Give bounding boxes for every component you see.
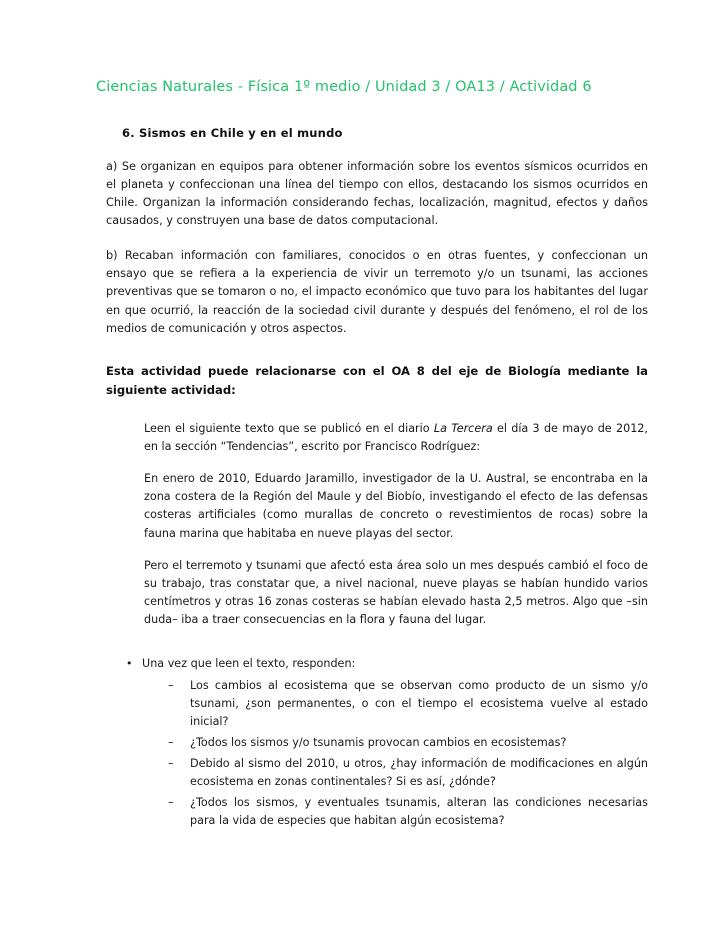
list-item [168,794,648,830]
quote-intro-before: Leen el siguiente texto que se publicó en el diario [144,421,434,435]
activity-heading: 6. Sismos en Chile y en el mundo [122,125,343,140]
dash-icon: – [168,795,174,809]
quote-intro-after: el día 3 de mayo de 2012, en la sección “Tendencias”, escrito por Francisco Rodríguez: [144,421,648,453]
dash-icon: – [168,679,174,693]
relate-note: Esta actividad puede relacionarse con el OA 8 del eje de Biología mediante la siguiente actividad: [106,364,648,398]
dash-icon: – [168,756,174,770]
quote-paragraph-1: En enero de 2010, Eduardo Jaramillo, investigador de la U. Austral, se encontraba en la zona costera de la Región del Maule y del Biobío, investigando el efecto de las defensas costeras artificiales (como murallas de concreto o revestimientos de rocas) sobre la fauna marina que habitaba en nueve playas del sector. [144,472,648,540]
list-item [168,677,648,731]
quote-block [144,420,648,629]
paragraph-a: a) Se organizan en equipos para obtener información sobre los eventos sísmicos ocurridos en el planeta y confeccionan una línea del tiempo con ellos, destacando los sismos ocurridos en Chile. Organizan la información considerando fechas, localización, magnitud, efectos y daños causados, y construyen una base de datos computacional. [106,159,648,228]
questions-list [124,655,648,829]
question-text: Los cambios al ecosistema que se observan como producto de un sismo y/o tsunami, ¿son permanentes, o con el tiempo el ecosistema vuelve al estado inicial? [190,679,648,728]
page-title: Ciencias Naturales - Física 1º medio / Unidad 3 / OA13 / Actividad 6 [96,79,592,95]
bullet-icon: • [126,657,133,671]
list-item [124,655,648,829]
paragraph-b: b) Recaban información con familiares, conocidos o en otras fuentes, y confeccionan un ensayo que se refiera a la experiencia de vivir un terremoto y/o un tsunami, las acciones preventivas que se tomaron o no, el impacto económico que tuvo para los habitantes del lugar en que ocurrió, la reacción de la sociedad civil durante y después del fenómeno, el rol de los medios de comunicación y otros aspectos. [106,248,648,335]
question-text: ¿Todos los sismos y/o tsunamis provocan cambios en ecosistemas? [190,735,567,749]
quote-paragraph-2: Pero el terremoto y tsunami que afectó esta área solo un mes después cambió el foco de su trabajo, tras constatar que, a nivel nacional, nueve playas se habían hundido varios centímetros y otras 16 zonas costeras se habían elevado hasta 2,5 metros. Algo que –sin duda– iba a traer consecuencias en la flora y fauna del lugar. [144,558,648,627]
question-text: Debido al sismo del 2010, u otros, ¿hay información de modificaciones en algún ecosistema en zonas continentales? Si es así, ¿dónde? [190,756,648,788]
question-sublist [168,677,648,829]
quote-intro [144,420,648,456]
questions-intro: Una vez que leen el texto, responden: [142,657,356,671]
list-item [168,734,648,752]
list-item [168,755,648,791]
question-text: ¿Todos los sismos, y eventuales tsunamis, alteran las condiciones necesarias para la vida de especies que habitan algún ecosistema? [190,795,648,827]
quote-intro-italic: La Tercera [433,421,493,435]
dash-icon: – [168,735,174,749]
